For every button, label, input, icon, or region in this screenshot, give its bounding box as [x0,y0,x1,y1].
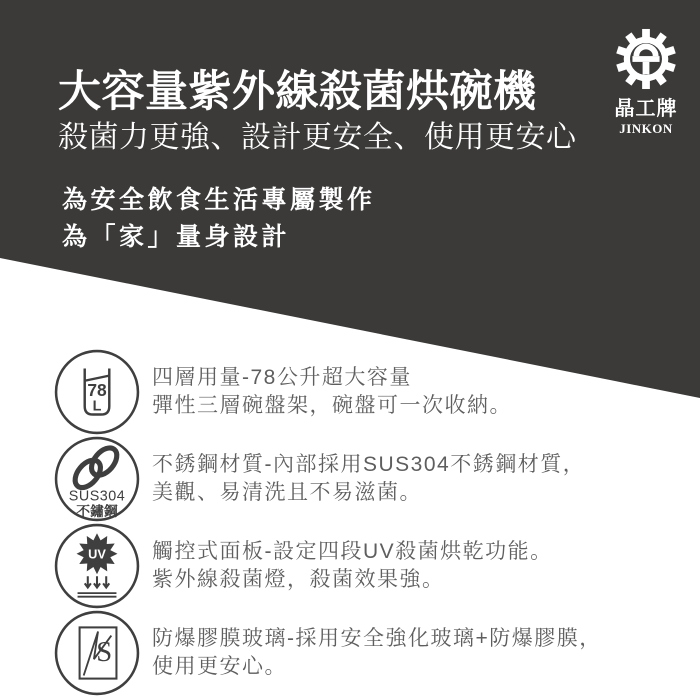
feature-text-capacity [152,364,512,419]
brand-name-cn: 晶工牌 [614,98,678,120]
uv-label: UV [88,545,106,561]
feature-uv-line2: 紫外線殺菌燈，殺菌效果強。 [152,567,445,591]
feature-list [0,348,700,696]
tagline [62,182,376,256]
tagline-line1: 為安全飲食生活專屬製作 [62,186,376,214]
stainless-caption2: 不鏽鋼 [76,502,118,519]
brand-name-en: JINKON [619,121,673,136]
stainless-caption1: SUS304 [68,488,126,504]
brand-logo [600,28,692,137]
feature-text-uv [152,538,553,593]
feature-stainless-line2: 美觀、易清洗且不易滋菌。 [152,480,422,504]
page-subtitle: 殺菌力更強、設計更安全、使用更安心 [58,121,577,154]
feature-row-stainless [0,435,700,522]
feature-stainless-line1: 不銹鋼材質-內部採用SUS304不銹鋼材質， [152,453,586,476]
feature-capacity-line1: 四層用量-78公升超大容量 [152,366,412,389]
glass-s-label: S [96,635,113,668]
feature-glass-line1: 防爆膠膜玻璃-採用安全強化玻璃+防爆膠膜， [152,627,602,650]
stainless-chain-icon [54,436,140,522]
feature-row-uv [0,522,700,609]
page-title: 大容量紫外線殺菌烘碗機 [58,68,537,116]
feature-capacity-line2: 彈性三層碗盤架，碗盤可一次收納。 [152,393,512,417]
tagline-line2: 為「家」量身設計 [62,223,291,251]
feature-text-glass [152,625,602,680]
feature-row-glass [0,609,700,696]
gear-icon [615,28,677,90]
capacity-value-label: 78 [87,379,107,400]
feature-text-stainless [152,451,585,506]
safety-glass-icon [54,610,140,696]
feature-uv-line1: 觸控式面板-設定四段UV殺菌烘乾功能。 [152,540,553,563]
capacity-unit-label: L [92,397,102,414]
feature-glass-line2: 使用更安心。 [152,654,287,678]
capacity-78l-icon [54,349,140,435]
feature-row-capacity [0,348,700,435]
uv-light-icon [54,523,140,609]
